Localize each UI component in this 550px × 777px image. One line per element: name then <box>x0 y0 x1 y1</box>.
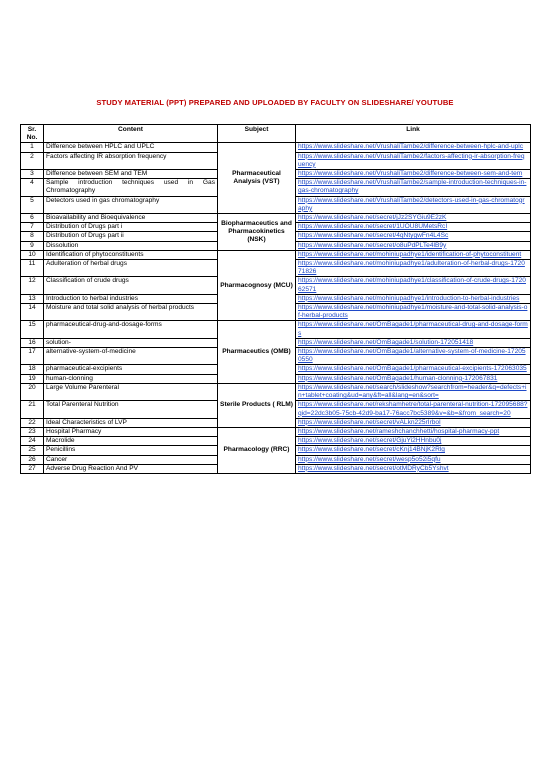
table-row <box>21 321 531 338</box>
row-link[interactable]: https://www.slideshare.net/OmBagade1/human-clonning-172067831 <box>296 374 531 383</box>
row-link[interactable]: https://www.slideshare.net/secret/jJz2SYGiu9E2zK <box>296 214 531 223</box>
row-content: alternative-system-of-medicine <box>44 348 218 365</box>
subject-cell: Pharmacognosy (MCU) <box>218 250 296 321</box>
row-link[interactable]: https://www.slideshare.net/secret/otMDRyCb5Yshvt <box>296 464 531 473</box>
row-content: pharmaceutical-excipients <box>44 365 218 374</box>
subject-cell: Pharmaceutics (OMB) <box>218 321 296 383</box>
row-sr-no: 10 <box>21 250 44 259</box>
row-sr-no: 11 <box>21 260 44 277</box>
row-link[interactable]: https://www.slideshare.net/secret/wesp5o52i5qfu <box>296 455 531 464</box>
row-content: Hospital Pharmacy <box>44 427 218 436</box>
row-link[interactable]: https://www.slideshare.net/secret/vALkn225rIrbol <box>296 418 531 427</box>
table-row <box>21 427 531 436</box>
row-sr-no: 15 <box>21 321 44 338</box>
study-material-table <box>20 124 531 474</box>
row-content: Introduction to herbal industries <box>44 294 218 303</box>
row-content: solution- <box>44 338 218 347</box>
table-header-row <box>21 125 531 143</box>
row-content: Adverse Drug Reaction And PV <box>44 464 218 473</box>
row-sr-no: 24 <box>21 437 44 446</box>
row-content: Moisture and total solid analysis of herbal products <box>44 304 218 321</box>
row-sr-no: 21 <box>21 401 44 418</box>
row-link[interactable]: https://www.slideshare.net/secret/1UOU8UMetsRcI <box>296 223 531 232</box>
row-sr-no: 26 <box>21 455 44 464</box>
row-content: Identification of phytoconstituents <box>44 250 218 259</box>
row-content: Distribution of Drugs part ii <box>44 232 218 241</box>
row-sr-no: 6 <box>21 214 44 223</box>
row-sr-no: 17 <box>21 348 44 365</box>
row-sr-no: 20 <box>21 383 44 400</box>
header-link: Link <box>296 125 531 143</box>
row-sr-no: 2 <box>21 152 44 169</box>
row-content: pharmaceutical-drug-and-dosage-forms <box>44 321 218 338</box>
row-link[interactable]: https://www.slideshare.net/mohiniupadhye1/adulteration-of-herbal-drugs-172071826 <box>296 260 531 277</box>
row-link[interactable]: https://www.slideshare.net/secret/GjuYi2HHnbu0j <box>296 437 531 446</box>
row-link[interactable]: https://www.slideshare.net/mohiniupadhye1/moisture-and-total-solid-analysis-of-herbal-products <box>296 304 531 321</box>
row-link[interactable]: https://www.slideshare.net/VrushaliTambe2/sample-introduction-techniques-in-gas-chromatography <box>296 179 531 196</box>
subject-cell: Pharmaceutical Analysis (VST) <box>218 143 296 214</box>
row-content: Penicillins <box>44 446 218 455</box>
row-link[interactable]: https://www.slideshare.net/secret/o8uPdPLTe4lB9y <box>296 241 531 250</box>
row-content: Detectors used in gas chromatography <box>44 196 218 213</box>
row-sr-no: 5 <box>21 196 44 213</box>
subject-cell: Biopharmaceutics and Pharmacokinetics (NSK) <box>218 214 296 251</box>
row-link[interactable]: https://www.slideshare.net/rameshchanchhetti/hospital-pharmacy-ppt <box>296 427 531 436</box>
row-sr-no: 3 <box>21 170 44 179</box>
row-content: Large Volume Parenteral <box>44 383 218 400</box>
row-link[interactable]: https://www.slideshare.net/VrushaliTambe2/difference-between-sem-and-tem <box>296 170 531 179</box>
table-row <box>21 214 531 223</box>
row-sr-no: 9 <box>21 241 44 250</box>
row-link[interactable]: https://www.slideshare.net/secret/4qNtygwFn4L4Sc <box>296 232 531 241</box>
row-link[interactable]: https://www.slideshare.net/OmBagade1/solution-172051418 <box>296 338 531 347</box>
row-sr-no: 23 <box>21 427 44 436</box>
row-link[interactable]: https://www.slideshare.net/mohiniupadhye1/introduction-to-herbal-industries <box>296 294 531 303</box>
subject-cell: Sterile Products ( RLM) <box>218 383 296 427</box>
row-content: Ideal Characteristics of LVP <box>44 418 218 427</box>
row-content: Classification of crude drugs <box>44 277 218 294</box>
row-sr-no: 16 <box>21 338 44 347</box>
row-content: Bioavailability and Bioequivalence <box>44 214 218 223</box>
row-content: human-clonning <box>44 374 218 383</box>
row-sr-no: 12 <box>21 277 44 294</box>
row-sr-no: 4 <box>21 179 44 196</box>
row-sr-no: 18 <box>21 365 44 374</box>
row-link[interactable]: https://www.slideshare.net/mohiniupadhye1/classification-of-crude-drugs-172062571 <box>296 277 531 294</box>
row-sr-no: 19 <box>21 374 44 383</box>
row-link[interactable]: https://www.slideshare.net/search/slideshow?searchfrom=header&q=defects+in+tablet+coating&ud=any&ft=all&lang=en&sort= <box>296 383 531 400</box>
row-content: Sample introduction techniques used in Gas Chromatography <box>44 179 218 196</box>
row-sr-no: 7 <box>21 223 44 232</box>
row-sr-no: 25 <box>21 446 44 455</box>
header-sr-no: Sr. No. <box>21 125 44 143</box>
header-content: Content <box>44 125 218 143</box>
row-link[interactable]: https://www.slideshare.net/OmBagade1/pharmaceutical-drug-and-dosage-forms <box>296 321 531 338</box>
header-subject: Subject <box>218 125 296 143</box>
row-sr-no: 22 <box>21 418 44 427</box>
row-content: Adulteration of herbal drugs <box>44 260 218 277</box>
row-content: Dissolution <box>44 241 218 250</box>
row-content: Cancer <box>44 455 218 464</box>
row-link[interactable]: https://www.slideshare.net/OmBagade1/pharmaceutical-excipients-172063035 <box>296 365 531 374</box>
row-sr-no: 27 <box>21 464 44 473</box>
row-sr-no: 1 <box>21 143 44 152</box>
row-link[interactable]: https://www.slideshare.net/secret/cKnj14BNjK2Rlg <box>296 446 531 455</box>
row-link[interactable]: https://www.slideshare.net/mohiniupadhye1/identification-of-phytoconstituent <box>296 250 531 259</box>
row-content: Total Parenteral Nutrition <box>44 401 218 418</box>
table-row <box>21 250 531 259</box>
row-link[interactable]: https://www.slideshare.net/VrushaliTambe2/factors-affecting-ir-absorption-frequency <box>296 152 531 169</box>
page-title: STUDY MATERIAL (PPT) PREPARED AND UPLOADED BY FACULTY ON SLIDESHARE/ YOUTUBE <box>96 98 454 107</box>
row-content: Distribution of Drugs part i <box>44 223 218 232</box>
row-link[interactable]: https://www.slideshare.net/VrushaliTambe2/detectors-used-in-gas-chromatography <box>296 196 531 213</box>
row-content: Difference between SEM and TEM <box>44 170 218 179</box>
row-sr-no: 14 <box>21 304 44 321</box>
row-content: Factors affecting IR absorption frequency <box>44 152 218 169</box>
table-row <box>21 143 531 152</box>
row-link[interactable]: https://www.slideshare.net/VrushaliTambe2/difference-between-hplc-and-uplc <box>296 143 531 152</box>
table-row <box>21 383 531 400</box>
row-sr-no: 13 <box>21 294 44 303</box>
row-content: Difference between HPLC and UPLC <box>44 143 218 152</box>
row-link[interactable]: https://www.slideshare.net/OmBagade1/alternative-system-of-medicine-172050550 <box>296 348 531 365</box>
subject-cell: Pharmacology (RRC) <box>218 427 296 473</box>
row-sr-no: 8 <box>21 232 44 241</box>
table-body <box>21 143 531 474</box>
row-content: Macrolide <box>44 437 218 446</box>
row-link[interactable]: https://www.slideshare.net/rekshamhetre/total-parenteral-nutrition-172095688?qid=22dc3b05-75cb-42d9-ba17-76acc7bc5389&v=&b=&from_search=20 <box>296 401 531 418</box>
